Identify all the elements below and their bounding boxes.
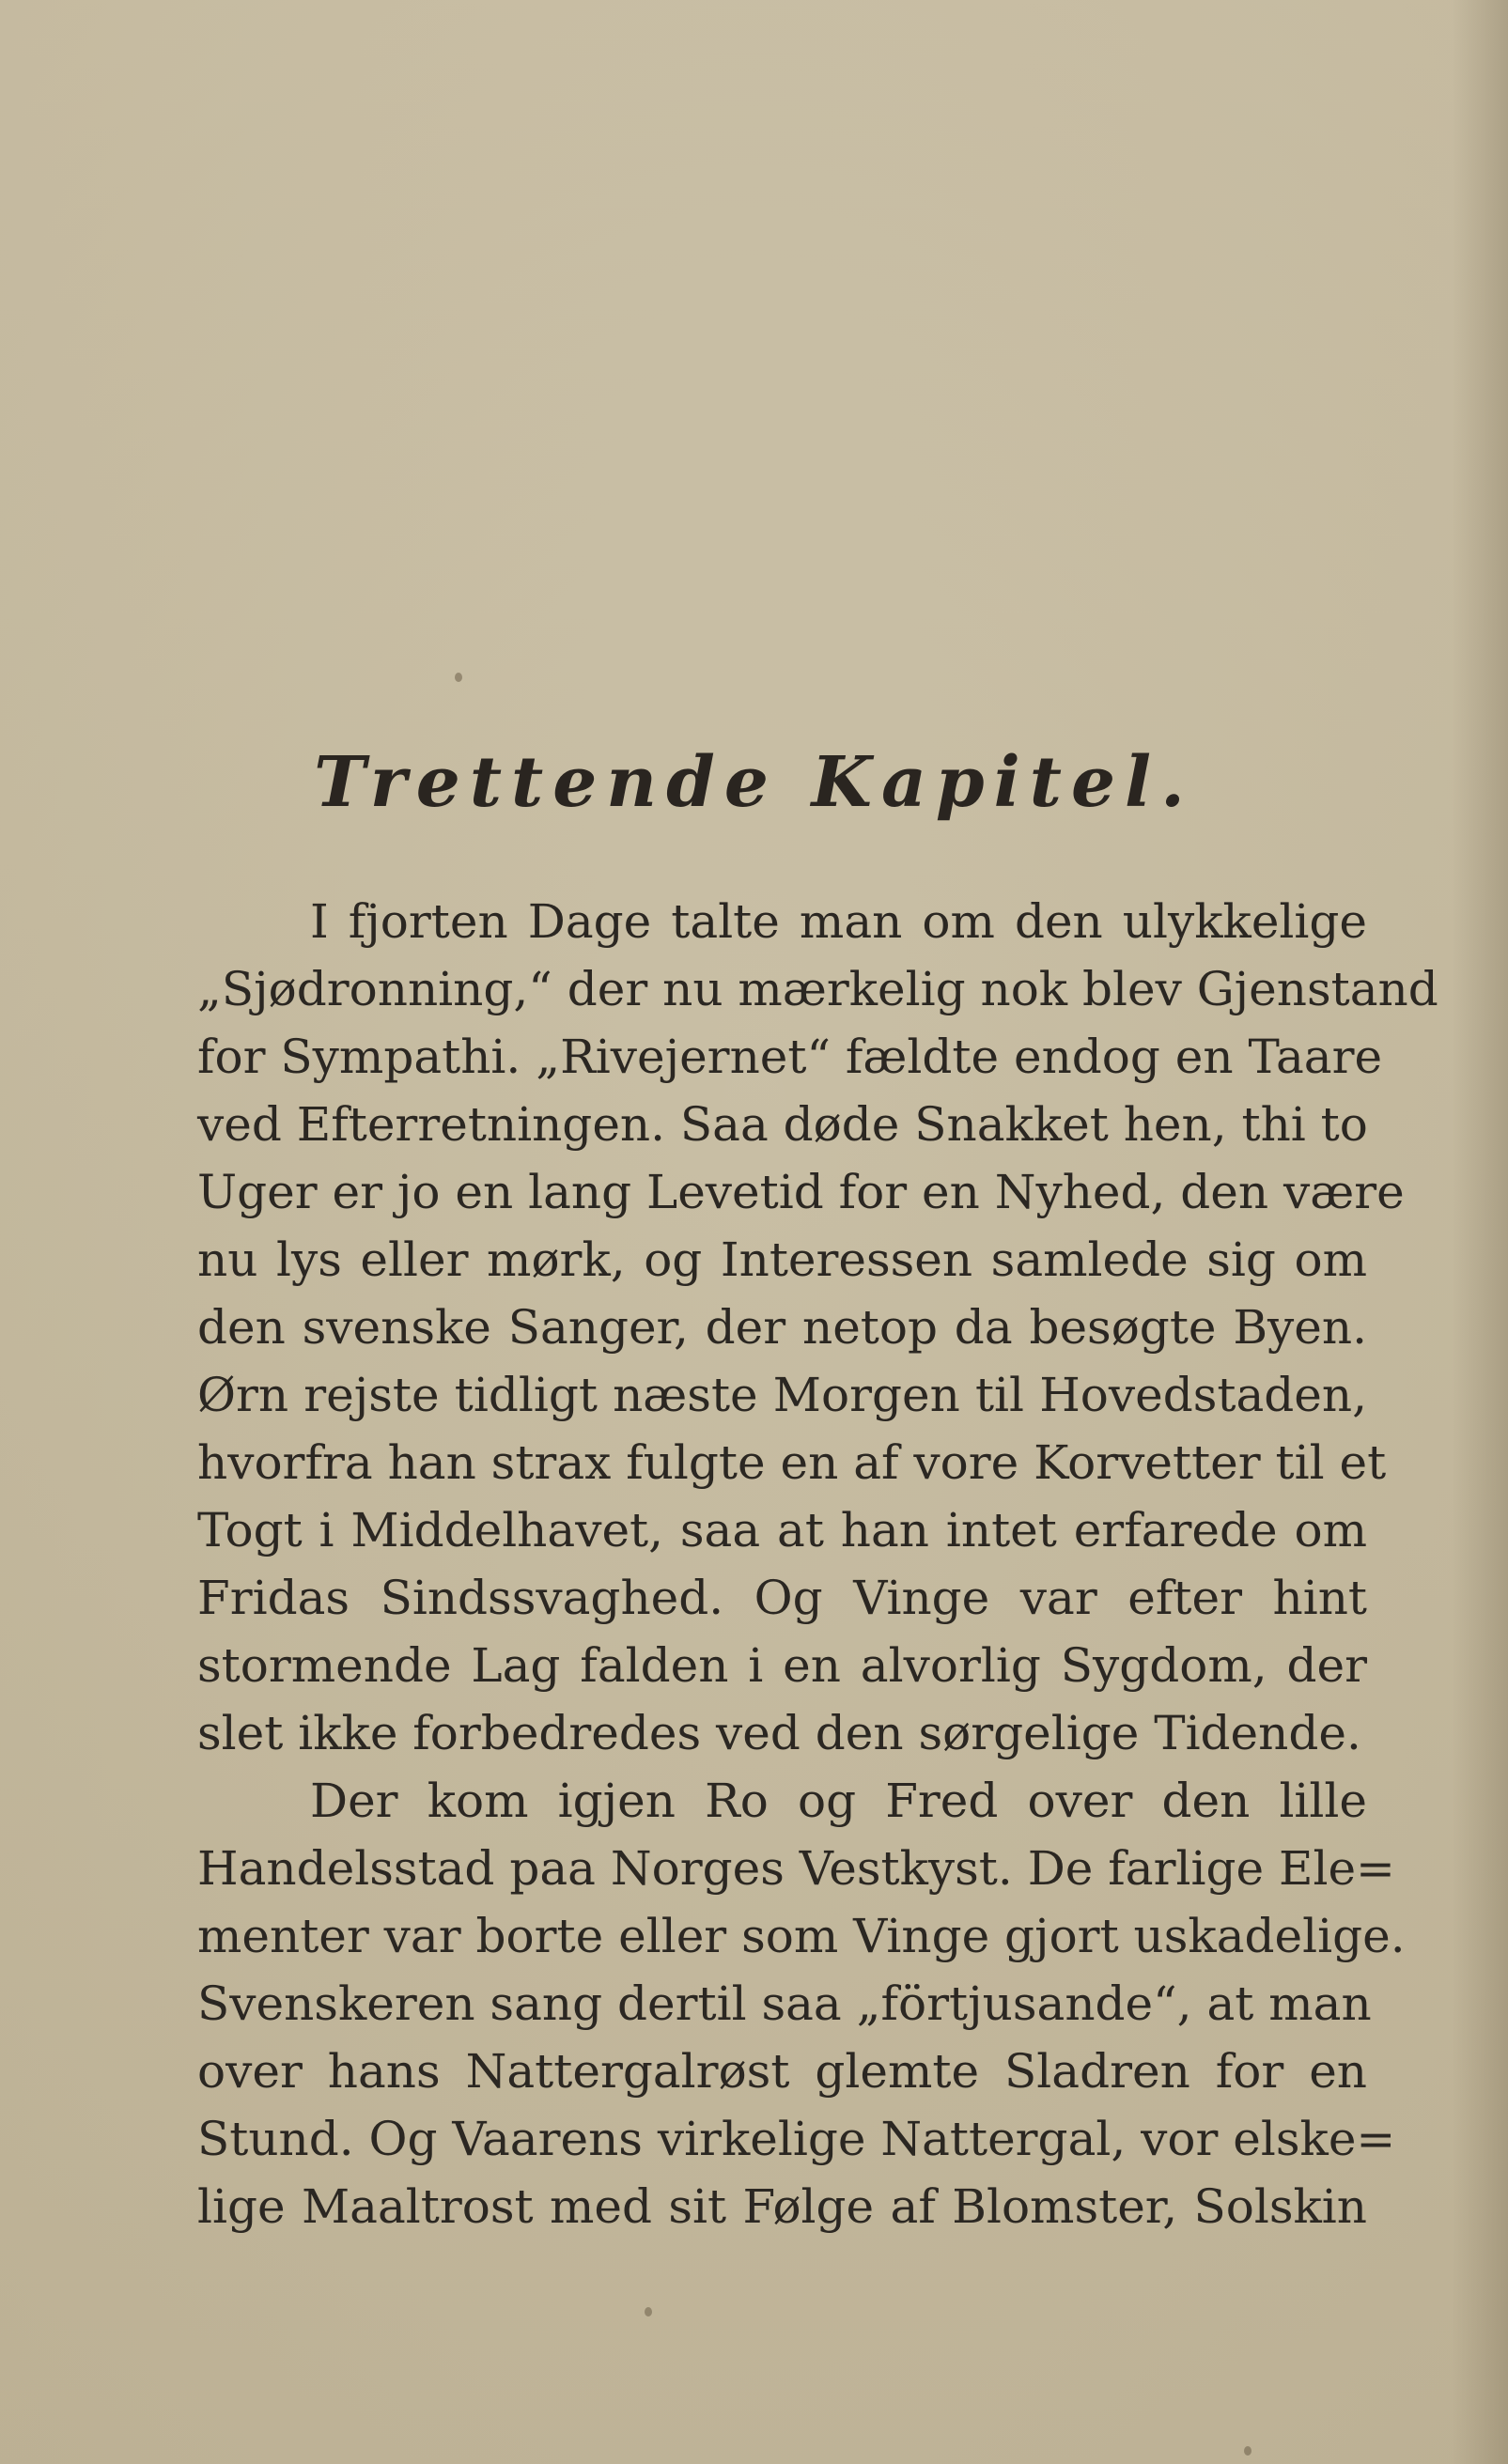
text-line: Uger er jo en lang Levetid for en Nyhed, den være — [197, 1165, 1405, 1219]
ink-speck — [1244, 2446, 1251, 2456]
text-line: den svenske Sanger, der netop da besøgte Byen. — [197, 1300, 1367, 1355]
text-line: Stund. Og Vaarens virkelige Nattergal, vor elske= — [197, 2112, 1396, 2166]
text-line: Der kom igjen Ro og Fred over den lille — [310, 1774, 1367, 1828]
text-line: nu lys eller mørk, og Interessen samlede sig om — [197, 1232, 1367, 1287]
page-edge-shadow — [1452, 0, 1508, 2464]
chapter-heading: Trettende Kapitel. — [314, 742, 1194, 823]
text-line: I fjorten Dage talte man om den ulykkelige — [310, 894, 1367, 949]
text-line: Fridas Sindssvaghed. Og Vinge var efter hint — [197, 1571, 1367, 1625]
text-line: Ørn rejste tidligt næste Morgen til Hovedstaden, — [197, 1368, 1367, 1422]
text-line: „Sjødronning,“ der nu mærkelig nok blev Gjenstand — [197, 962, 1438, 1016]
text-line: ved Efterretningen. Saa døde Snakket hen, thi to — [197, 1097, 1368, 1152]
text-line: over hans Nattergalrøst glemte Sladren for en — [197, 2044, 1367, 2099]
text-line: for Sympathi. „Rivejernet“ fældte endog en Taare — [197, 1030, 1383, 1084]
text-line: menter var borte eller som Vinge gjort uskadelige. — [197, 1909, 1406, 1963]
ink-speck — [455, 673, 462, 682]
text-line: Handelsstad paa Norges Vestkyst. De farlige Ele= — [197, 1841, 1395, 1896]
text-line: hvorfra han strax fulgte en af vore Korvetter til et — [197, 1435, 1387, 1490]
text-line: lige Maaltrost med sit Følge af Blomster, Solskin — [197, 2179, 1367, 2234]
text-line: Togt i Middelhavet, saa at han intet erfarede om — [197, 1503, 1367, 1557]
text-line: slet ikke forbedredes ved den sørgelige Tidende. — [197, 1706, 1361, 1760]
chapter-text — [197, 888, 1438, 2240]
text-line: Svenskeren sang dertil saa „förtjusande“, at man — [197, 1976, 1372, 2031]
ink-speck — [645, 2307, 652, 2317]
text-line: stormende Lag falden i en alvorlig Sygdom, der — [197, 1638, 1367, 1693]
